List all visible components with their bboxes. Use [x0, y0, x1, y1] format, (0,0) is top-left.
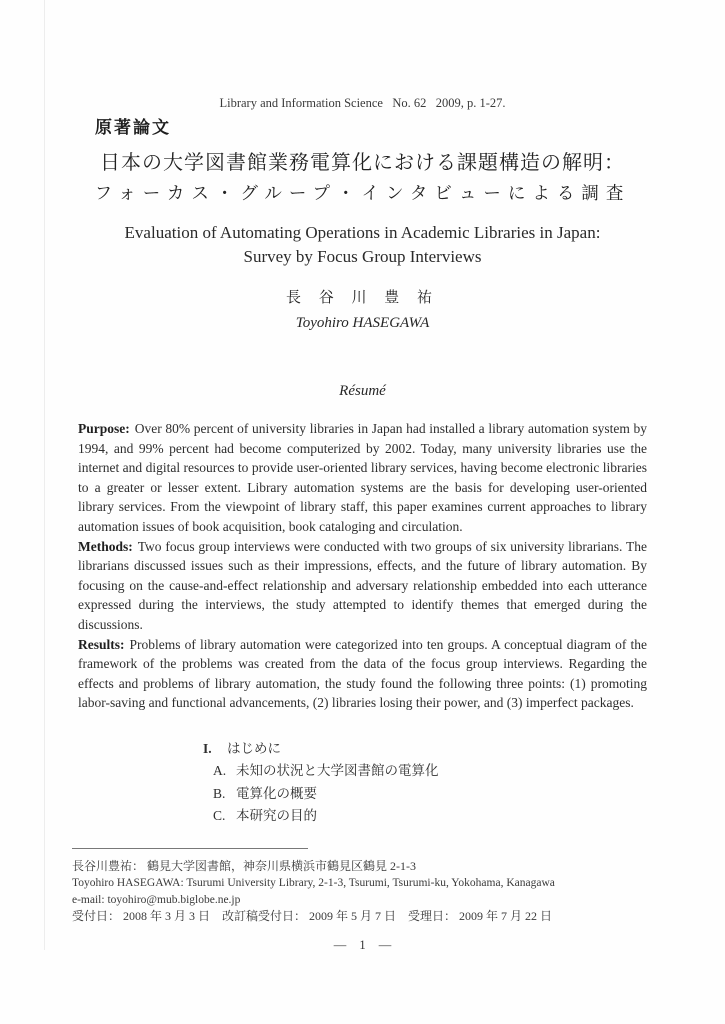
paper-title-japanese-line1: 日本の大学図書館業務電算化における課題構造の解明：: [100, 152, 625, 174]
toc-item-c-label: C.: [213, 808, 226, 824]
abstract-text-purpose: Over 80% percent of university libraries in Japan had installed a library automation system by 1994, and 99% percent had become computerized by 2002. Today, many university libraries use the internet and digital resources to provide user-oriented library services, having become electronic libraries to a greater or lesser extent. Library automation systems are the basis for developing user-oriented library services. From the viewpoint of library staff, this paper examines current approaches to library automation issues of book acquisition, book cataloging and circulation.: [78, 421, 647, 534]
scan-artifact-line: [44, 0, 45, 950]
author-name-japanese: 長 谷 川 豊 祐: [285, 290, 439, 306]
abstract-text-results: Problems of library automation were categorized into ten groups. A conceptual diagram of the framework of the problems was created from the data of the focus group interviews. Regarding the effects and problems of library automation, the study found the following three points: (1) promoting labor-saving and functional advancements, (2) libraries losing their power, and (3) imperfect packages.: [78, 636, 647, 711]
toc-section-number: I.: [203, 740, 212, 756]
toc-item-b: [213, 783, 725, 806]
toc-item-b-text: 電算化の概要: [236, 785, 317, 801]
footnote-separator-rule: [72, 848, 308, 849]
abstract-label-results: Results:: [78, 636, 125, 652]
resume-heading: Résumé: [339, 383, 386, 399]
abstract-paragraph-results: [78, 635, 647, 713]
paper-title-japanese-line2: フォーカス・グループ・インタビューによる調査: [94, 183, 631, 203]
toc-item-c: [213, 805, 725, 828]
toc-item-a: [213, 760, 725, 783]
footnote-dates: 受付日： 2008 年 3 月 3 日 改訂稿受付日： 2009 年 5 月 7 日 受理日： 2009 年 7 月 22 日: [72, 909, 553, 924]
paper-title-english-line1: Evaluation of Automating Operations in Academic Libraries in Japan:: [124, 223, 601, 242]
toc-section-heading: [203, 738, 725, 761]
abstract-text-methods: Two focus group interviews were conducted with two groups of six university librarians. The librarians discussed issues such as their impressions, effects, and the future of library automation. By focusing on the cause-and-effect relationship and adversary relationship embedded into each utterance expressed during the interviews, the study attempted to identify themes that emerged during the discussions.: [78, 538, 647, 632]
paper-title-english-line2: Survey by Focus Group Interviews: [243, 247, 482, 266]
footnote-affiliation-english: Toyohiro HASEGAWA: Tsurumi University Library, 2-1-3, Tsurumi, Tsurumi-ku, Yokohama, Kanagawa: [72, 876, 555, 889]
paper-title-english: [0, 221, 725, 269]
author-name-english: Toyohiro HASEGAWA: [295, 315, 430, 331]
toc-item-c-text: 本研究の目的: [236, 808, 317, 824]
abstract-label-methods: Methods:: [78, 538, 133, 554]
page-number: — 1 —: [333, 938, 392, 953]
footnote-section: [72, 848, 725, 925]
toc-item-a-text: 未知の状況と大学図書館の電算化: [236, 763, 439, 779]
footnote-email: e-mail: toyohiro@mub.biglobe.ne.jp: [72, 893, 241, 906]
table-of-contents: [203, 738, 725, 828]
footnote-affiliation-japanese: 長谷川豊祐： 鶴見大学図書館，神奈川県横浜市鶴見区鶴見 2-1-3: [72, 858, 416, 873]
toc-section-title: はじめに: [227, 740, 281, 756]
journal-header: Library and Information Science No. 62 2009, p. 1-27.: [219, 96, 506, 110]
abstract-section: [78, 419, 647, 713]
toc-item-b-label: B.: [213, 785, 226, 801]
abstract-paragraph-purpose: [78, 419, 647, 537]
abstract-paragraph-methods: [78, 537, 647, 635]
abstract-label-purpose: Purpose:: [78, 421, 130, 436]
article-type-label: 原著論文: [95, 118, 171, 137]
toc-item-a-label: A.: [213, 763, 227, 779]
